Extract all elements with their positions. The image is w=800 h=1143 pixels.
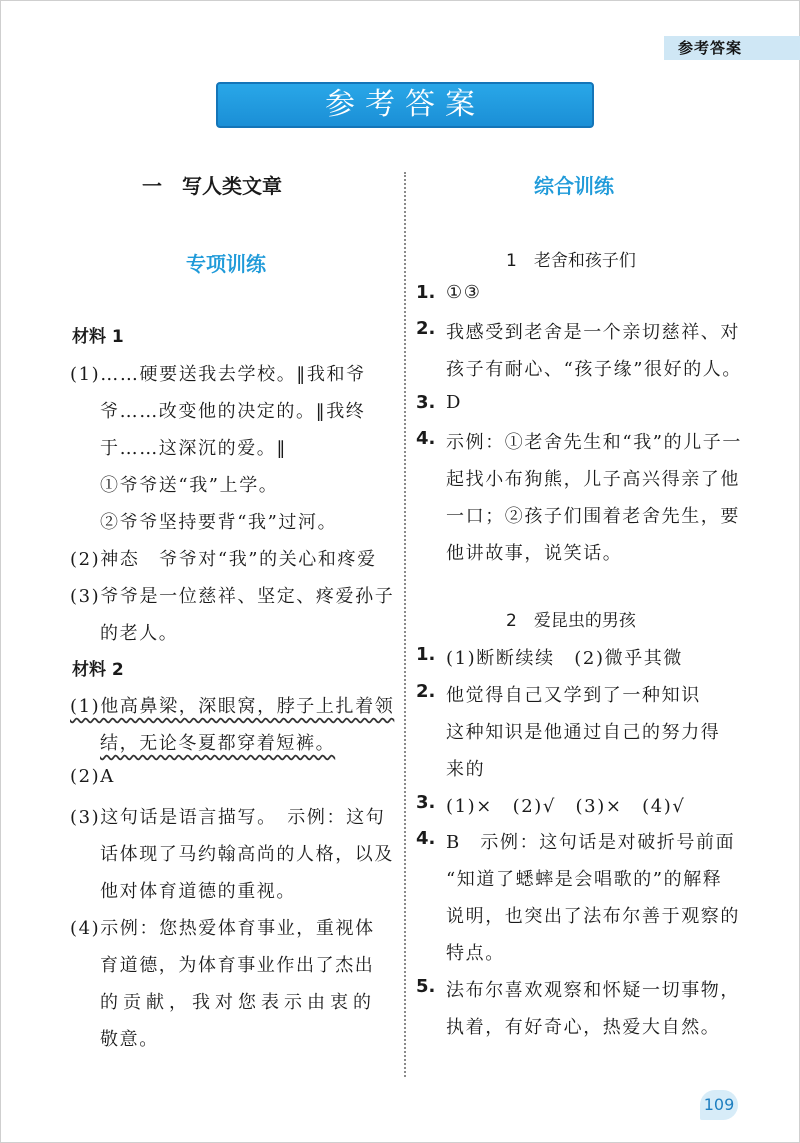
lesson-2-title: 2 爱昆虫的男孩 [506,611,636,631]
material-2-line: 育道德，为体育事业作出了杰出 [100,955,375,976]
lesson-2-item-number: 3. [416,792,436,813]
material-2-line: 的贡献，我对您表示由衷的 [100,992,376,1013]
lesson-2-item-line: 来的 [446,759,486,780]
page-banner-title: 参考答案 [216,82,594,128]
material-2-label: 材料 2 [72,660,124,680]
lesson-2-item-line: 法布尔喜欢观察和怀疑一切事物， [446,980,740,1001]
lesson-1-item-line: 孩子有耐心、“孩子缘”很好的人。 [446,359,743,380]
lesson-2-item-line: B 示例：这句话是对破折号前面 [446,832,736,853]
lesson-2-item-line: 执着，有好奇心，热爱大自然。 [446,1017,721,1038]
lesson-1-item-line: ①③ [446,282,482,303]
material-2-line: 结，无论冬夏都穿着短裤。 [100,733,336,754]
lesson-1-item-line: 他讲故事，说笑话。 [446,543,623,564]
lesson-1-item-line: 一口；②孩子们围着老舍先生，要 [446,506,740,527]
material-2-line: (2)A [70,766,115,787]
lesson-2-item-line: (1)× (2)√ (3)× (4)√ [446,796,686,817]
material-1-line: ②爷爷坚持要背“我”过河。 [100,512,338,533]
lesson-2-item-number: 1. [416,644,436,665]
lesson-1-item-line: 示例：①老舍先生和“我”的儿子一 [446,432,743,453]
material-2-line: 他对体育道德的重视。 [100,881,296,902]
lesson-2-item-number: 4. [416,828,436,849]
lesson-1-item-line: 我感受到老舍是一个亲切慈祥、对 [446,322,740,343]
material-1-line: (1)……硬要送我去学校。‖我和爷 [70,364,366,385]
material-2-line: 敬意。 [100,1029,159,1050]
right-section-title: 综合训练 [534,174,614,198]
material-2-line: 话体现了马约翰高尚的人格，以及 [100,844,394,865]
lesson-1-item-line: D [446,392,463,413]
lesson-1-item-number: 1. [416,282,436,303]
lesson-2-item-number: 2. [416,681,436,702]
lesson-2-item-line: (1)断断续续 (2)微乎其微 [446,648,683,669]
material-1-line: (2)神态 爷爷对“我”的关心和疼爱 [70,549,377,570]
lesson-1-item-number: 4. [416,428,436,449]
lesson-2-item-line: 特点。 [446,943,505,964]
material-1-line: (3)爷爷是一位慈祥、坚定、疼爱孙子 [70,586,395,607]
lesson-2-item-number: 5. [416,976,436,997]
lesson-1-item-number: 2. [416,318,436,339]
lesson-1-item-line: 起找小布狗熊，儿子高兴得亲了他 [446,469,740,490]
lesson-2-item-line: 这种知识是他通过自己的努力得 [446,722,721,743]
subsection-title: 专项训练 [186,252,266,276]
lesson-1-item-number: 3. [416,392,436,413]
material-2-line: (3)这句话是语言描写。 示例：这句 [70,807,386,828]
column-divider [404,172,406,1077]
material-1-label: 材料 1 [72,327,124,347]
material-1-line: ①爷爷送“我”上学。 [100,475,279,496]
material-1-line: 的老人。 [100,623,179,644]
page-number-badge: 109 [700,1090,738,1120]
left-section-title: 一 写人类文章 [142,174,282,198]
material-2-line: (4)示例：您热爱体育事业，重视体 [70,918,375,939]
lesson-2-item-line: 说明，也突出了法布尔善于观察的 [446,906,740,927]
lesson-1-title: 1 老舍和孩子们 [506,251,636,271]
lesson-2-item-line: 他觉得自己又学到了一种知识 [446,685,701,706]
material-2-line: (1)他高鼻梁，深眼窝，脖子上扎着领 [70,696,395,717]
lesson-2-item-line: “知道了蟋蟀是会唱歌的”的解释 [446,869,723,890]
material-1-line: 爷……改变他的决定的。‖我终 [100,401,366,422]
material-1-line: 于……这深沉的爱。‖ [100,438,287,459]
corner-tag: 参考答案 [664,36,800,60]
